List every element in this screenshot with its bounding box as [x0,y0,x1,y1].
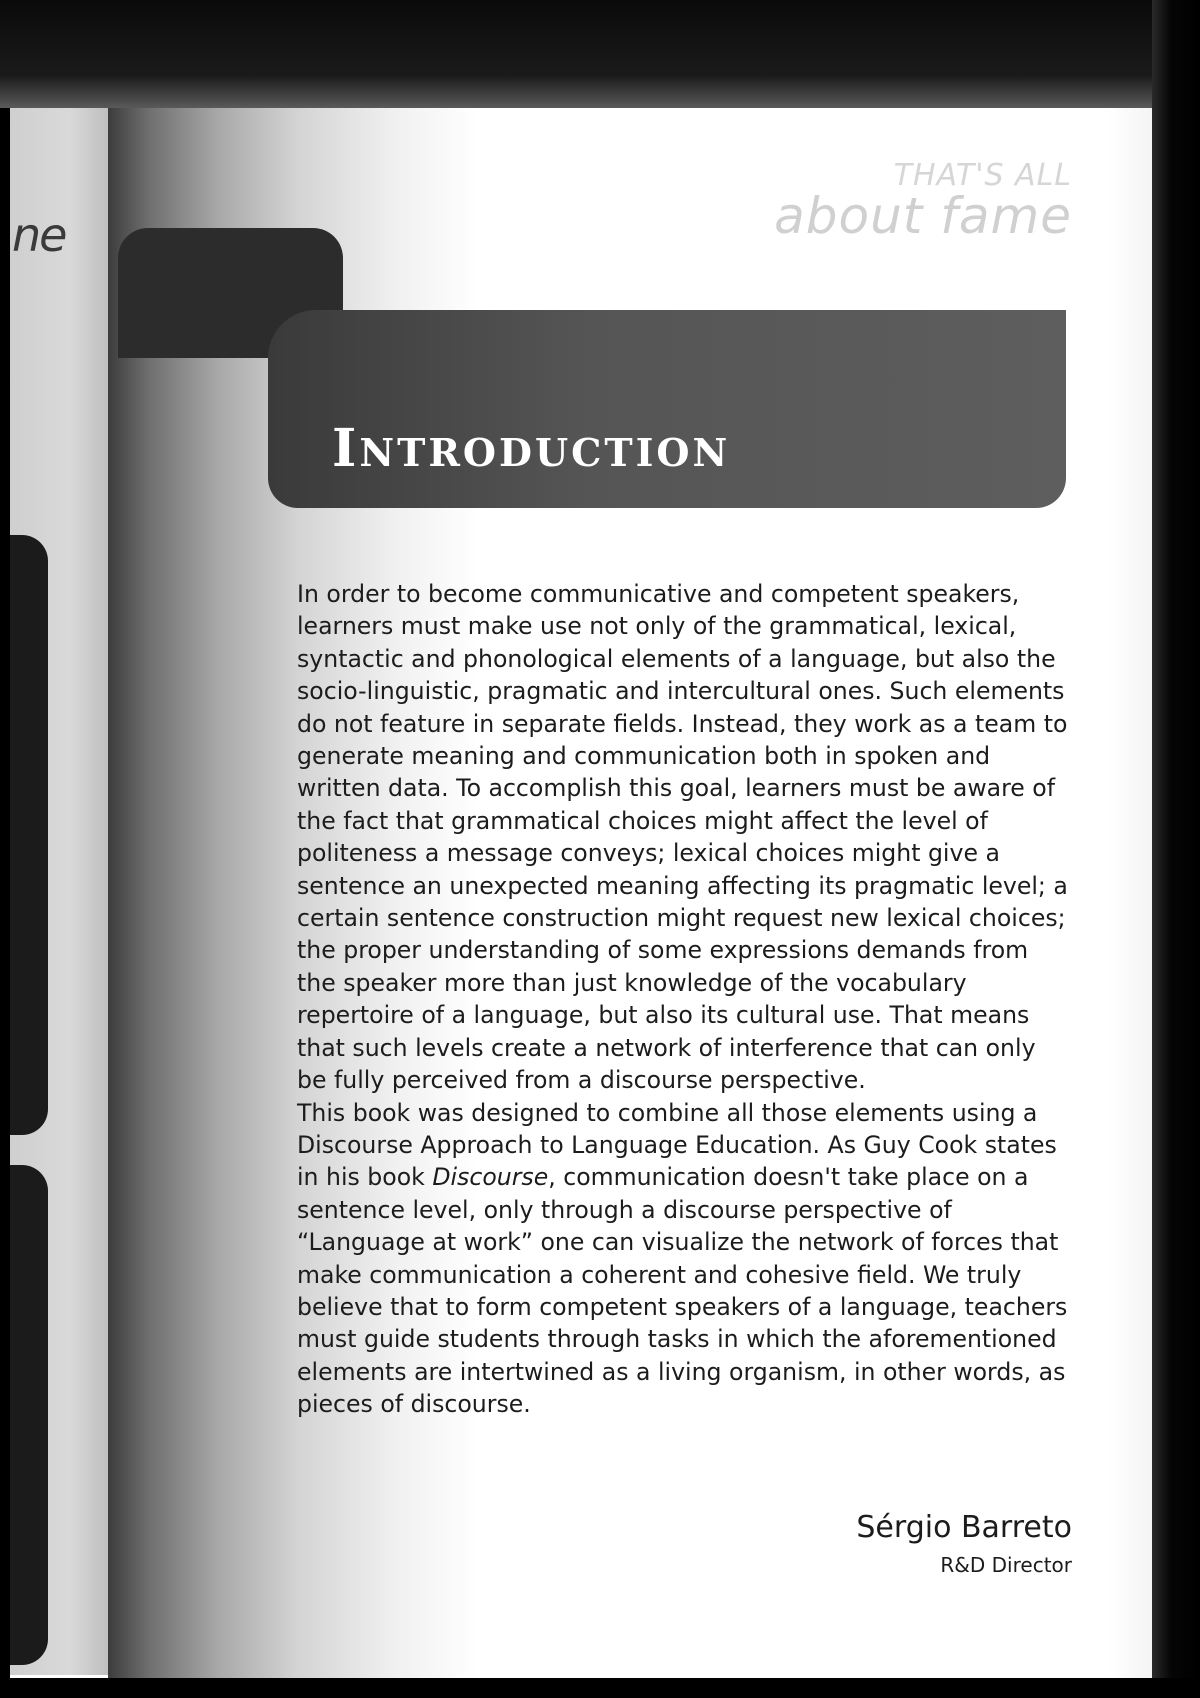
book-title: Discourse [432,1163,549,1192]
previous-page-block [10,535,48,1135]
introduction-text [297,578,1072,1421]
title-initial: I [332,418,360,479]
author-role: R&D Director [940,1553,1072,1577]
running-head [774,158,1072,245]
signature [856,1510,1072,1577]
scan-edge-top [0,0,1200,108]
scan-edge-left [0,0,10,1698]
running-head-line1: THAT'S ALL [893,158,1072,193]
paragraph-2-end: , communication doesn't take place on a sentence level, only through a discourse perspective of “Language at work” one can visualize the network of forces that make communication a coherent and cohesive field. We truly believe that to form competent speakers of a language, teachers must guide students through tasks in which the aforementioned elements are intertwined as a living organism, in other words, as pieces of discourse. [297,1163,1068,1419]
paragraph-2-start: This book was designed to combine all those elements using a Discourse Approach to Language Education. As Guy Cook states in his book [297,1098,1057,1192]
scan-edge-right [1152,0,1200,1698]
previous-page-text-fragment: ne [12,208,66,262]
previous-page-block [10,1165,48,1665]
running-head-line2: about fame [774,187,1072,245]
page-title [332,418,730,479]
paragraph-1: In order to become communicative and competent speakers, learners must make use not only of the grammatical, lexical, syntactic and phonological elements of a language, but also the socio-linguistic, pragmatic and intercultural ones. Such elements do not feature in separate fields. Instead, they work as a team to generate meaning and communication both in spoken and written data. To accomplish this goal, learners must be aware of the fact that grammatical choices might affect the level of politeness a message conveys; lexical choices might give a sentence an unexpected meaning affecting its pragmatic level; a certain sentence construction might request new lexical choices; the proper understanding of some expressions demands from the speaker more than just knowledge of the vocabulary repertoire of a language, but also its cultural use. That means that such levels create a network of interference that can only be fully perceived from a discourse perspective. [297,580,1068,1095]
author-name: Sérgio Barreto [856,1510,1072,1545]
title-rest: NTRODUCTION [359,430,731,475]
paragraph-2 [297,1097,1072,1421]
scan-edge-bottom [0,1678,1200,1698]
